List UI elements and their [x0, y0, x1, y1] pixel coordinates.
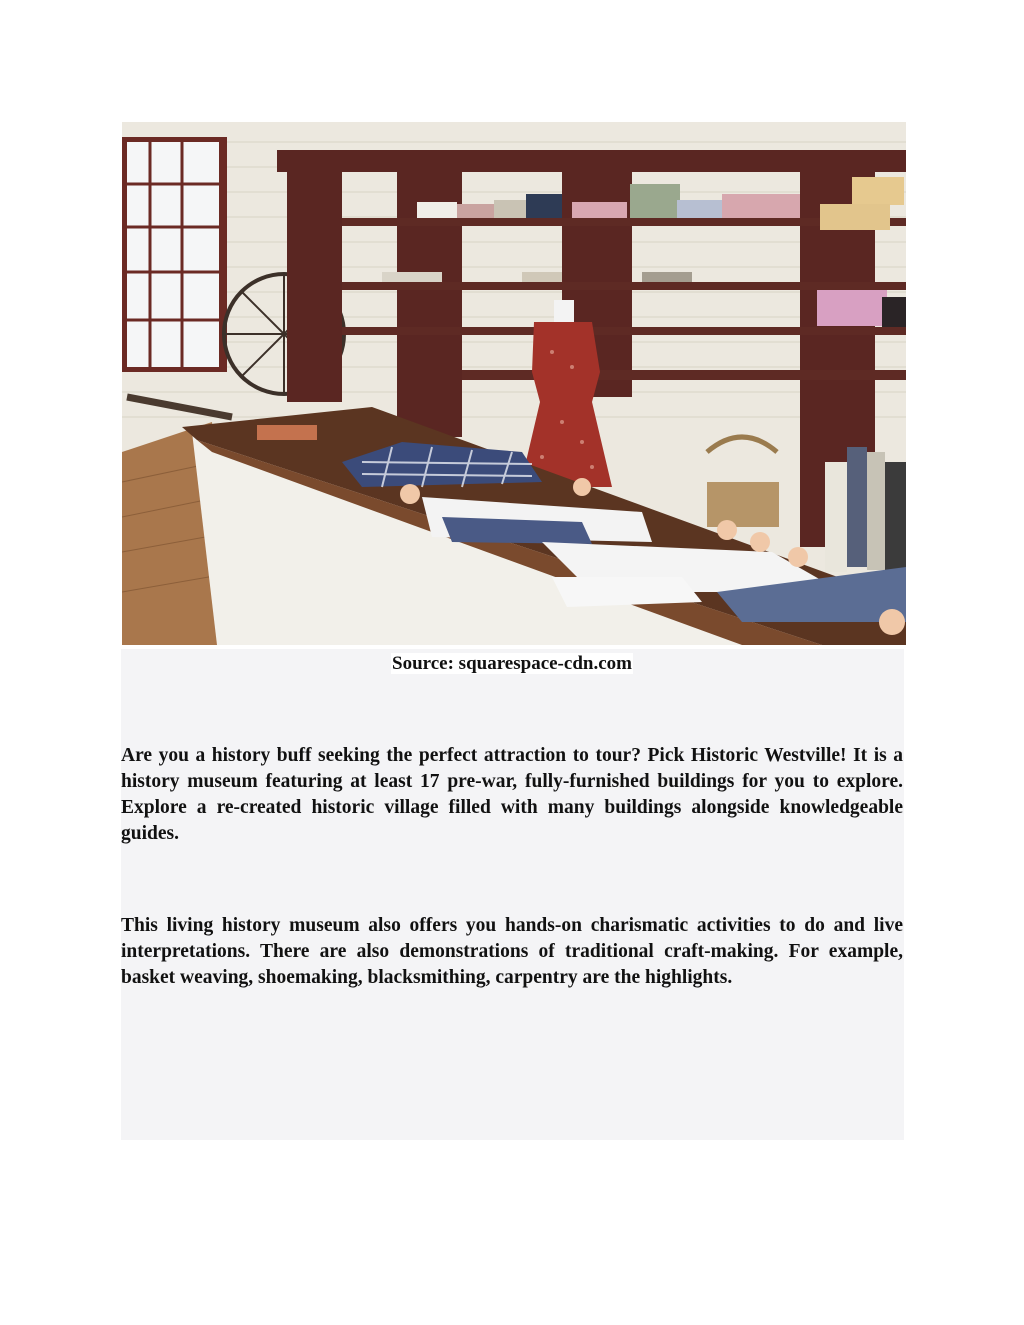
activities-paragraph: This living history museum also offers you hands-on charismatic activities to do and live interpretations. There are also demonstrations of traditional craft-making. For example, basket weaving, shoemaking, blacksmithing, carpentry are the highlights.	[121, 915, 903, 988]
image-source-caption	[0, 652, 1024, 676]
content-background-panel	[121, 649, 904, 1140]
caption-text: Source: squarespace-cdn.com	[392, 653, 632, 674]
intro-paragraph: Are you a history buff seeking the perfect attraction to tour? Pick Historic Westville! It is a history museum featuring at least 17 pre-war, fully-furnished buildings for you to explore. Explore a re-created historic village filled with many buildings alongside knowledgeable guides.	[121, 745, 903, 844]
museum-store-photo	[122, 122, 906, 645]
